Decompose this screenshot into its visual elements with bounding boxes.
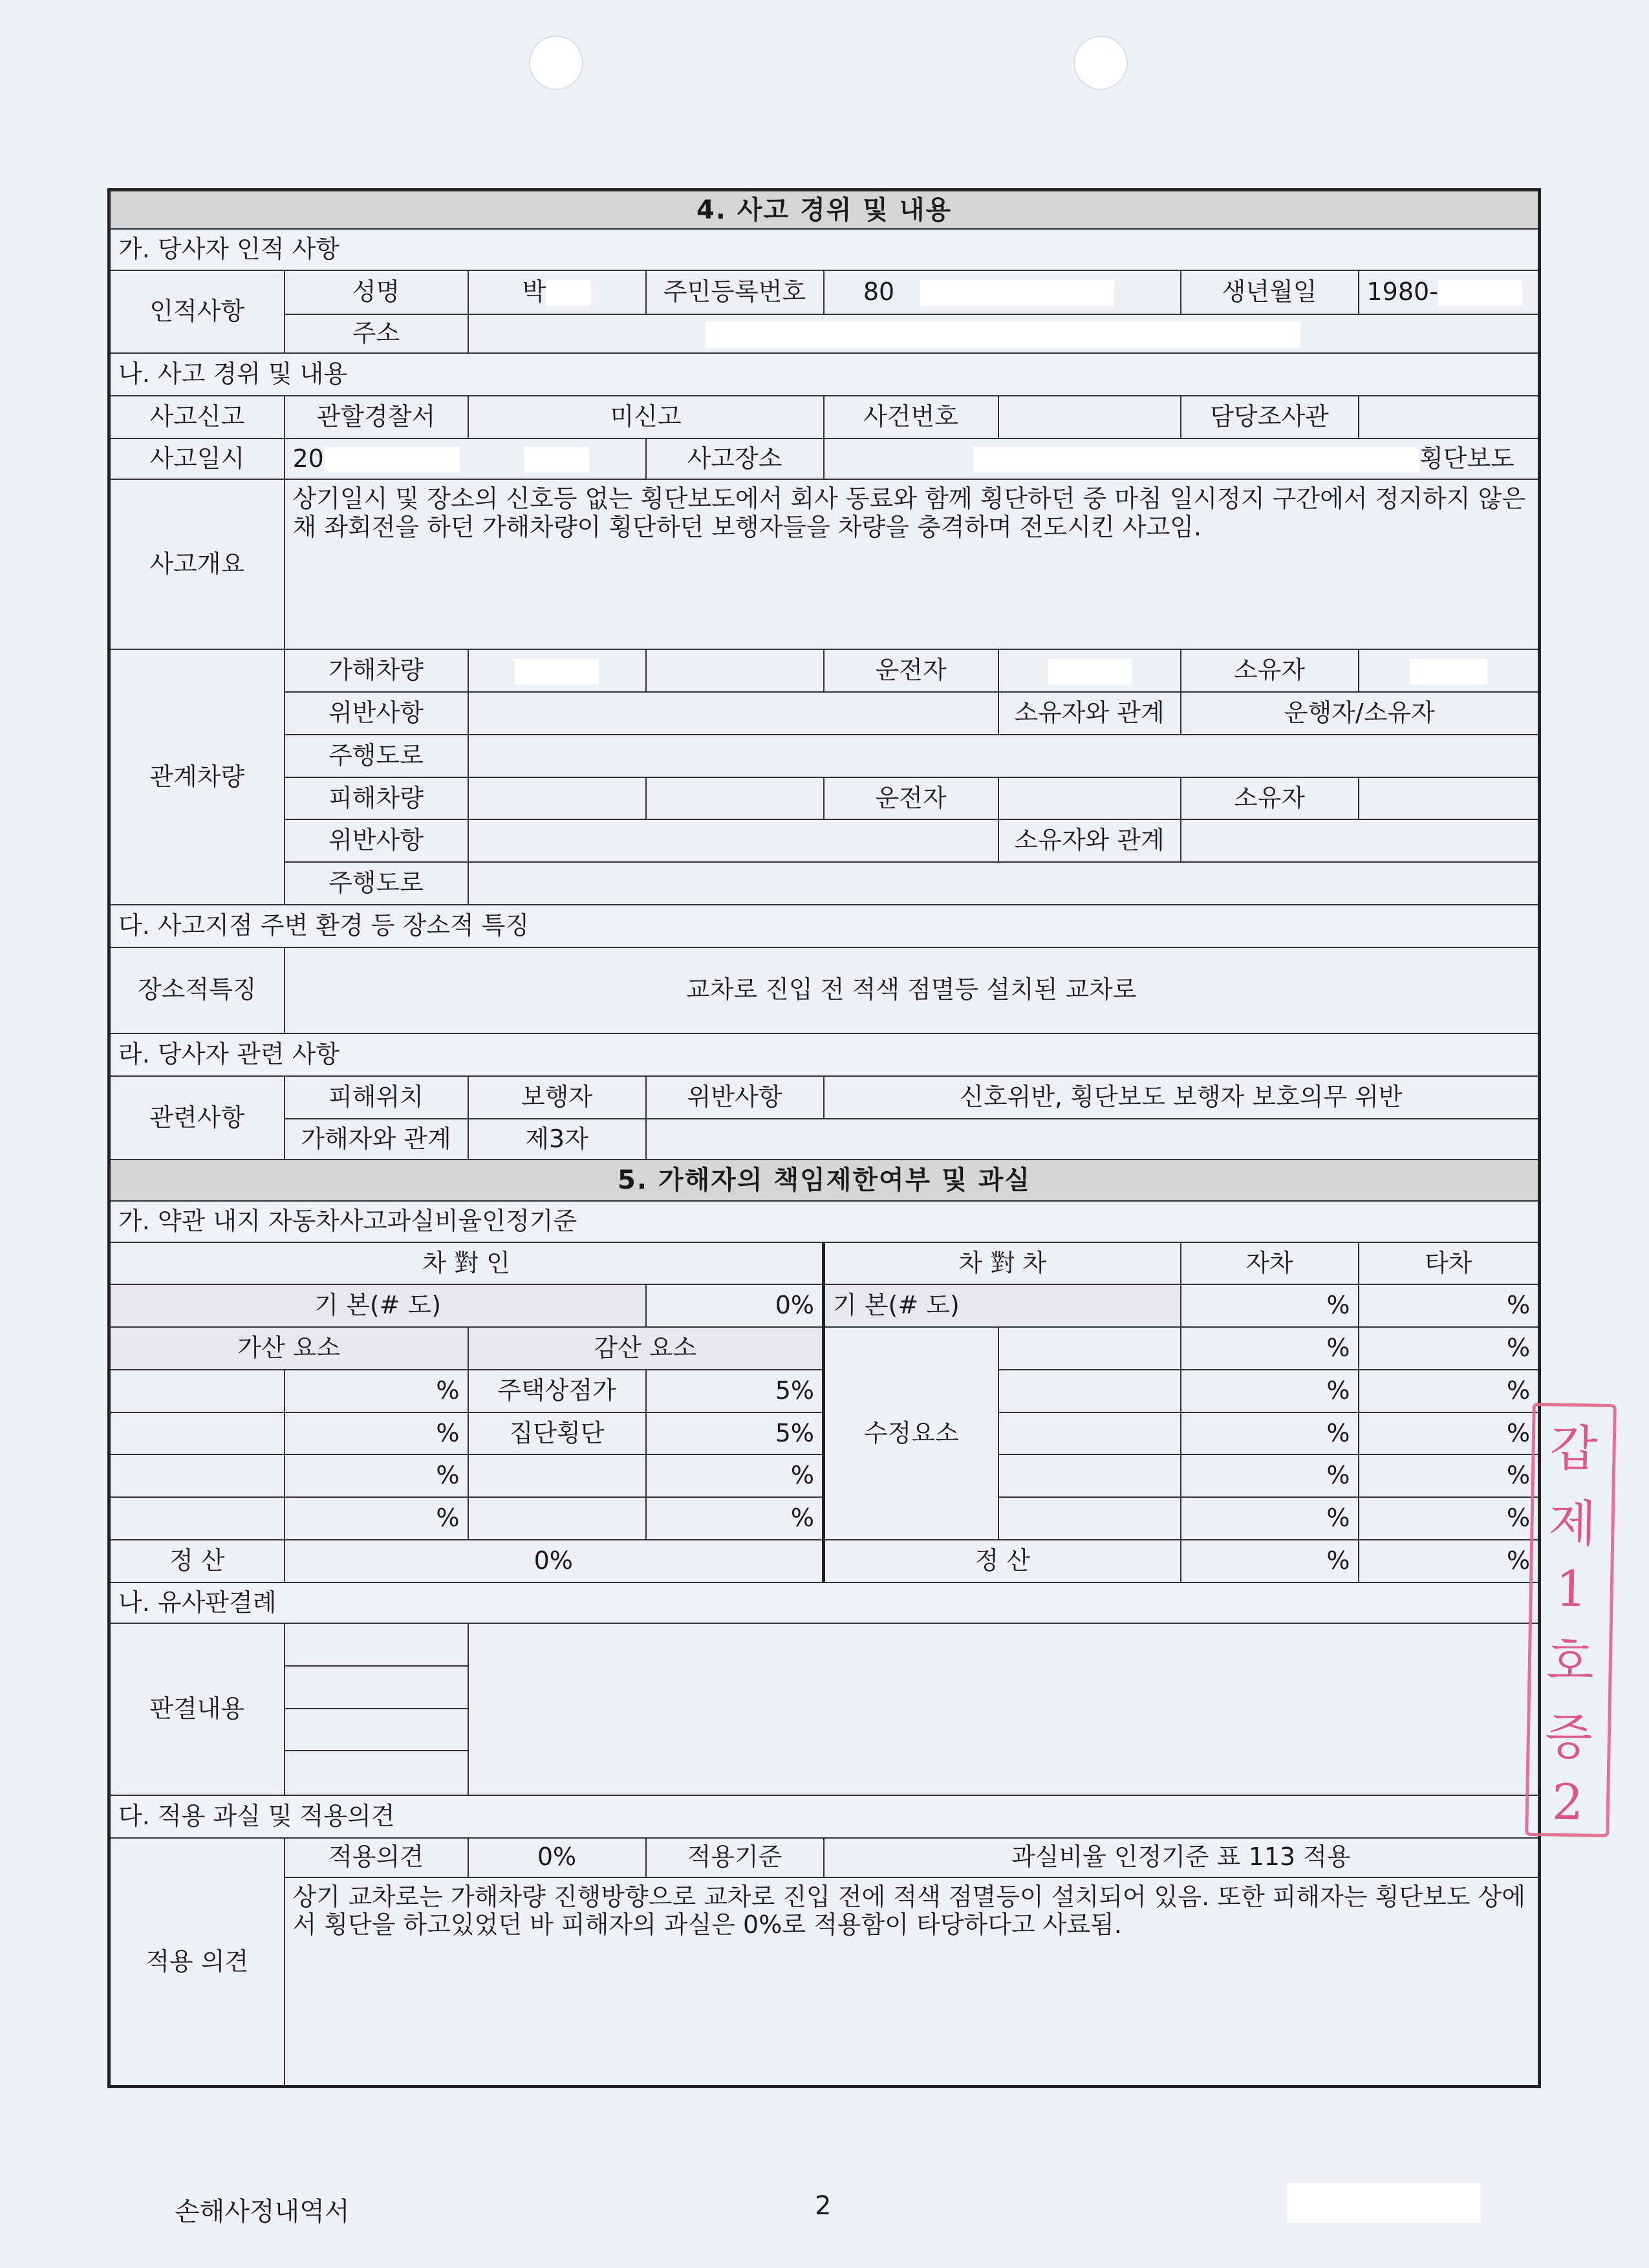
punch-hole-left xyxy=(529,36,583,90)
rrn-label: 주민등록번호 xyxy=(646,270,824,314)
violation2-value xyxy=(468,819,998,862)
addr-label: 주소 xyxy=(285,314,468,354)
redaction xyxy=(1048,659,1132,685)
modify-row-4 xyxy=(998,1454,1181,1497)
driver-label: 운전자 xyxy=(824,649,998,692)
footer-redaction xyxy=(1287,2183,1481,2223)
violation2-label: 위반사항 xyxy=(285,819,468,862)
police-value: 미신고 xyxy=(468,396,824,438)
stamp-char-4: 호 xyxy=(1546,1632,1595,1691)
car-car-header: 차 對 차 xyxy=(824,1242,1181,1285)
sub-item-3 xyxy=(468,1454,646,1497)
basic-label: 기 본(# 도) xyxy=(109,1284,646,1327)
redaction xyxy=(324,447,460,473)
driver2-label: 운전자 xyxy=(824,777,998,820)
driver-value xyxy=(998,649,1181,692)
standard-value: 과실비율 인정기준 표 113 적용 xyxy=(824,1838,1540,1877)
standard-label: 적용기준 xyxy=(646,1838,824,1877)
add-label: 가산 요소 xyxy=(109,1327,468,1370)
add-item-1 xyxy=(109,1370,285,1412)
basic-own-pct: % xyxy=(1181,1284,1359,1327)
pct-other-5: % xyxy=(1359,1497,1540,1540)
section-4-title: 4. 사고 경위 및 내용 xyxy=(109,190,1540,230)
section-5-na: 나. 유사판결례 xyxy=(109,1582,1540,1624)
judgment-case-1 xyxy=(285,1623,468,1666)
pct-other-1: % xyxy=(1359,1327,1540,1370)
relation-label: 소유자와 관계 xyxy=(998,692,1181,735)
pct-own-3: % xyxy=(1181,1412,1359,1455)
redaction xyxy=(706,322,1300,348)
basic2-label: 기 본(# 도) xyxy=(824,1284,1181,1327)
add-item-3 xyxy=(109,1454,285,1497)
add-pct-3: % xyxy=(285,1454,468,1497)
case-value xyxy=(998,396,1181,438)
pct-own-2: % xyxy=(1181,1370,1359,1412)
own-car-header: 자차 xyxy=(1181,1242,1359,1285)
pct-other-2: % xyxy=(1359,1370,1540,1412)
modify-label: 수정요소 xyxy=(824,1327,998,1540)
sub-pct-3: % xyxy=(646,1454,824,1497)
date-value: 20 xyxy=(292,444,324,473)
birth-cell xyxy=(1359,270,1540,314)
relation2-label: 소유자와 관계 xyxy=(998,819,1181,862)
redaction xyxy=(515,659,599,685)
owner-value xyxy=(1359,649,1540,692)
date-cell xyxy=(285,438,646,480)
settle-value: 0% xyxy=(285,1540,824,1582)
modify-row-2 xyxy=(998,1370,1181,1412)
victim-value xyxy=(468,777,646,820)
police-label: 관할경찰서 xyxy=(285,396,468,438)
victim-label: 피해차량 xyxy=(285,777,468,820)
settle-label: 정 산 xyxy=(109,1540,285,1582)
viol-value: 신호위반, 횡단보도 보행자 보호의무 위반 xyxy=(824,1076,1540,1119)
relation2-value xyxy=(1181,819,1540,862)
sub1-label: 주택상점가 xyxy=(468,1370,646,1412)
settle2-label: 정 산 xyxy=(824,1540,1181,1582)
name-cell xyxy=(468,270,646,314)
redaction xyxy=(524,447,589,473)
location-label: 장소적특징 xyxy=(109,947,285,1034)
exhibit-stamp xyxy=(1525,1403,1617,1837)
offender-value xyxy=(468,649,646,692)
settle-own-pct: % xyxy=(1181,1540,1359,1582)
redaction xyxy=(1438,280,1522,306)
road-value xyxy=(468,735,1540,777)
viol-label: 위반사항 xyxy=(646,1076,824,1119)
violation-value xyxy=(468,692,998,735)
judgment-case-2 xyxy=(285,1666,468,1709)
modify-row-5 xyxy=(998,1497,1181,1540)
pct-own-4: % xyxy=(1181,1454,1359,1497)
place-cell xyxy=(824,438,1540,480)
victim-extra xyxy=(646,777,824,820)
sub2-value: 5% xyxy=(646,1412,824,1455)
road2-value xyxy=(468,862,1540,905)
rrn-cell xyxy=(824,270,1181,314)
punch-hole-right xyxy=(1073,36,1128,90)
sub-item-4 xyxy=(468,1497,646,1540)
apply-text: 상기 교차로는 가해차량 진행방향으로 교차로 진입 전에 적색 점멸등이 설치되어 있음. 또한 피해자는 횡단보도 상에서 횡단을 하고있었던 바 피해자의 과실은 0%로 적용함이 타당하다고 사료됨. xyxy=(285,1877,1540,2087)
redaction xyxy=(1410,659,1487,685)
other-car-header: 타차 xyxy=(1359,1242,1540,1285)
claim-assessment-form xyxy=(107,188,1541,2088)
judgment-case-3 xyxy=(285,1709,468,1751)
modify-row-1 xyxy=(998,1327,1181,1370)
rel-empty xyxy=(646,1119,1540,1160)
vehicles-label: 관계차량 xyxy=(109,649,285,904)
apply-label: 적용 의견 xyxy=(109,1838,285,2087)
stamp-char-2: 제 xyxy=(1548,1494,1597,1553)
section-4-ra: 라. 당사자 관련 사항 xyxy=(109,1033,1540,1076)
rel-label: 가해자와 관계 xyxy=(285,1119,468,1160)
personal-label: 인적사항 xyxy=(109,270,285,353)
pos-label: 피해위치 xyxy=(285,1076,468,1119)
road-label: 주행도로 xyxy=(285,735,468,777)
birth-value: 1980- xyxy=(1366,277,1438,306)
basic-other-pct: % xyxy=(1359,1284,1540,1327)
add-item-2 xyxy=(109,1412,285,1455)
footer-page-number: 2 xyxy=(815,2191,832,2221)
rrn-value: 80 xyxy=(863,277,895,306)
relation-value: 운행자/소유자 xyxy=(1181,692,1540,735)
addr-cell xyxy=(468,314,1540,354)
modify-row-3 xyxy=(998,1412,1181,1455)
judgment-content xyxy=(468,1623,1540,1795)
redaction xyxy=(920,280,1114,306)
pos-value: 보행자 xyxy=(468,1076,646,1119)
pct-other-4: % xyxy=(1359,1454,1540,1497)
section-4-ga: 가. 당사자 인적 사항 xyxy=(109,229,1540,270)
owner2-label: 소유자 xyxy=(1181,777,1359,820)
add-pct-1: % xyxy=(285,1370,468,1412)
summary-text: 상기일시 및 장소의 신호등 없는 횡단보도에서 회사 동료와 함께 횡단하던 중 마침 일시정지 구간에서 정지하지 않은 채 좌회전을 하던 가해차량이 횡단하던 보행자들을 차량을 충격하며 전도시킨 사고임. xyxy=(285,479,1540,649)
section-5-da: 다. 적용 과실 및 적용의견 xyxy=(109,1795,1540,1838)
offender-label: 가해차량 xyxy=(285,649,468,692)
section-5-title: 5. 가해자의 책임제한여부 및 과실 xyxy=(109,1160,1540,1201)
rel-value: 제3자 xyxy=(468,1119,646,1160)
add-item-4 xyxy=(109,1497,285,1540)
add-pct-2: % xyxy=(285,1412,468,1455)
road2-label: 주행도로 xyxy=(285,862,468,905)
sub1-value: 5% xyxy=(646,1370,824,1412)
pct-other-3: % xyxy=(1359,1412,1540,1455)
redaction xyxy=(973,447,1419,473)
judgment-label: 판결내용 xyxy=(109,1623,285,1795)
judgment-case-4 xyxy=(285,1751,468,1795)
date-label: 사고일시 xyxy=(109,438,285,480)
related-label: 관련사항 xyxy=(109,1076,285,1160)
report-label: 사고신고 xyxy=(109,396,285,438)
birth-label: 생년월일 xyxy=(1181,270,1359,314)
pct-own-1: % xyxy=(1181,1327,1359,1370)
redaction xyxy=(546,280,591,306)
footer-title: 손해사정내역서 xyxy=(175,2197,350,2227)
officer-value xyxy=(1359,396,1540,438)
name-label: 성명 xyxy=(285,270,468,314)
stamp-char-6: 2 xyxy=(1551,1773,1584,1831)
case-label: 사건번호 xyxy=(824,396,998,438)
section-5-ga: 가. 약관 내지 자동차사고과실비율인정기준 xyxy=(109,1201,1540,1242)
basic-value: 0% xyxy=(646,1284,824,1327)
section-4-na: 나. 사고 경위 및 내용 xyxy=(109,353,1540,396)
owner2-value xyxy=(1359,777,1540,820)
stamp-char-5: 증 xyxy=(1544,1707,1593,1767)
place-value: 횡단보도 xyxy=(1419,444,1514,473)
location-value: 교차로 진입 전 적색 점멸등 설치된 교차로 xyxy=(285,947,1540,1034)
driver2-value xyxy=(998,777,1181,820)
stamp-char-1: 갑 xyxy=(1549,1419,1599,1478)
sub-pct-4: % xyxy=(646,1497,824,1540)
offender-extra xyxy=(646,649,824,692)
officer-label: 담당조사관 xyxy=(1181,396,1359,438)
opinion-value: 0% xyxy=(468,1838,646,1877)
add-pct-4: % xyxy=(285,1497,468,1540)
sub-label: 감산 요소 xyxy=(468,1327,824,1370)
violation-label: 위반사항 xyxy=(285,692,468,735)
opinion-label: 적용의견 xyxy=(285,1838,468,1877)
section-4-da: 다. 사고지점 주변 환경 등 장소적 특징 xyxy=(109,905,1540,947)
owner-label: 소유자 xyxy=(1181,649,1359,692)
place-label: 사고장소 xyxy=(646,438,824,480)
pct-own-5: % xyxy=(1181,1497,1359,1540)
name-value: 박 xyxy=(522,277,546,306)
car-person-header: 차 對 인 xyxy=(109,1242,824,1285)
sub2-label: 집단횡단 xyxy=(468,1412,646,1455)
summary-label: 사고개요 xyxy=(109,479,285,649)
stamp-char-3: 1 xyxy=(1555,1559,1588,1618)
settle-other-pct: % xyxy=(1359,1540,1540,1582)
